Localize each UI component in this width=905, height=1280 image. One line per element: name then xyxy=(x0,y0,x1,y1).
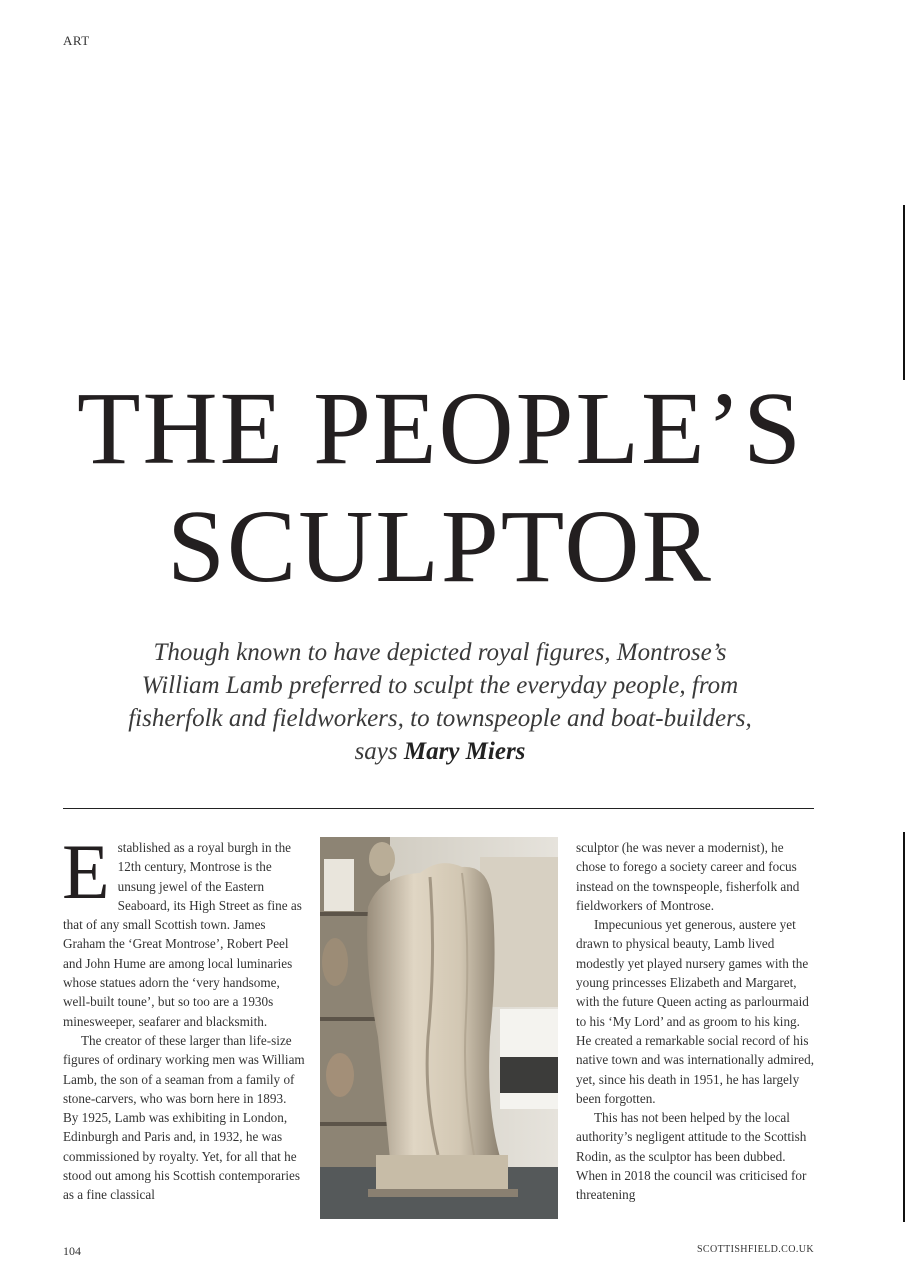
title-line-1: THE PEOPLE’S xyxy=(77,371,803,486)
body-column-1 xyxy=(62,828,305,1205)
divider-rule xyxy=(63,808,814,809)
standfirst-text: Though known to have depicted royal figures, Montrose’s William Lamb preferred to sculpt the everyday people, from fisherfolk and fieldworkers, to townspeople and boat-builders, says xyxy=(128,639,752,765)
paragraph: Impecunious yet generous, austere yet drawn to physical beauty, Lamb lived modestly yet played nursery games with the young princesses Elizabeth and Margaret, with the future Queen acting as parlourmaid to his ‘My Lord’ and as groom to his king. He created a remarkable social record of his native town and was internationally admired, yet, since his death in 1951, he has largely been forgotten. xyxy=(576,917,815,1106)
sculpture-photo-image xyxy=(320,837,558,1219)
article-title xyxy=(0,370,880,606)
page-number: 104 xyxy=(63,1244,81,1258)
section-tag: ART xyxy=(63,33,90,48)
paragraph xyxy=(62,828,305,1031)
paragraph: The creator of these larger than life-size figures of ordinary working men was William Lamb, the son of a seaman from a family of stone-carvers, who was born here in 1893. By 1925, Lamb was exhibiting in London, Edinburgh and Paris and, in 1932, he was commissioned by royalty. Yet, for all that he stood out among his Scottish contemporaries as a fine classical xyxy=(63,1032,305,1203)
paragraph: This has not been helped by the local authority’s negligent attitude to the Scottish Rodin, as the sculptor has been dubbed. When in 2018 the council was criticised for threatening xyxy=(576,1110,807,1203)
drop-cap: E xyxy=(62,828,110,915)
author-name: Mary Miers xyxy=(403,738,526,765)
paragraph-text: stablished as a royal burgh in the 12th century, Montrose is the unsung jewel of the Eastern Seaboard, its High Street as fine as that of any small Scottish town. James Graham the ‘Great Montrose’, Robert Peel and John Hume are among local luminaries whose statues adorn the ‘very handsome, well-built toune’, but so too are a 1930s minesweeper, seafarer and blacksmith. xyxy=(63,840,302,1029)
title-line-2: SCULPTOR xyxy=(167,489,713,604)
paragraph: sculptor (he was never a modernist), he chose to forego a society career and focus instead on the townspeople, fisherfolk and fieldworkers of Montrose. xyxy=(576,840,800,913)
sculpture-photo xyxy=(320,837,558,1219)
body-column-3 xyxy=(576,838,816,1205)
site-url: SCOTTISHFIELD.CO.UK xyxy=(696,1244,814,1255)
standfirst xyxy=(120,636,760,768)
